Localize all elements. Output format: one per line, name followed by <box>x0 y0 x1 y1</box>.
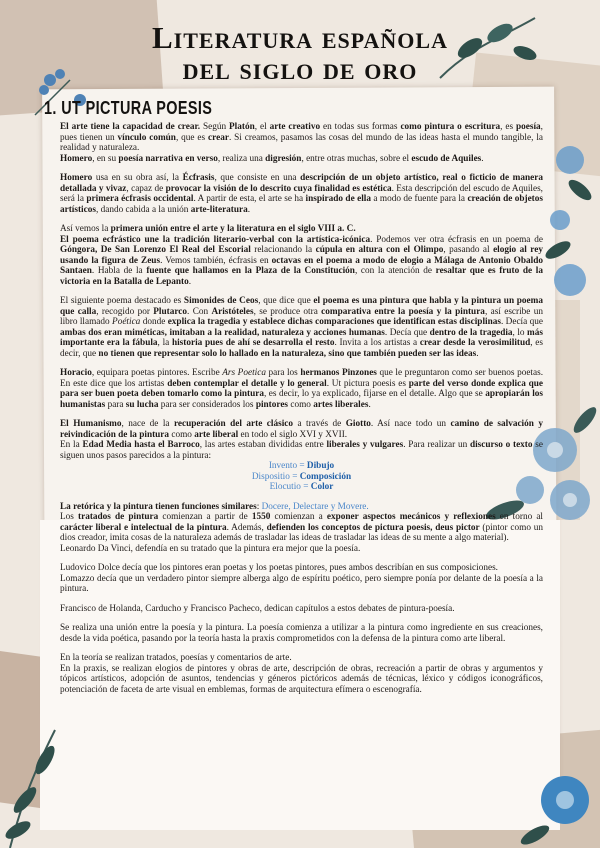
text-bold: Aristóteles <box>211 306 254 317</box>
text: en torno al <box>495 512 543 522</box>
text: , con la atención de <box>354 266 436 276</box>
text: en todo el siglo XVI y XVII. <box>238 429 348 440</box>
text: . Decía que <box>500 317 543 327</box>
text-bold: más importante era la fábula <box>60 327 543 348</box>
step-dispositio <box>60 472 543 483</box>
leaf-icon <box>0 720 70 848</box>
text-bold: Simonides de Ceos <box>183 296 259 306</box>
section-heading: 1. UT PICTURA POESIS <box>44 98 213 118</box>
text-bold: inspirado de ella <box>305 194 371 204</box>
text: , pasando al <box>443 245 494 255</box>
text: : <box>256 501 262 512</box>
text: . Podemos ver otra écfrasis en un poema de <box>370 234 543 245</box>
text: como <box>288 399 314 410</box>
step-invento <box>60 461 543 472</box>
paragraph: Leonardo Da Vinci, defendía en su tratado que la pintura era mejor que la poesía. <box>60 543 361 554</box>
text: . Vemos también, écfrasis en <box>160 255 272 266</box>
text: que le preguntaron como ser buenos poetas. En este dice que los artistas <box>60 368 544 389</box>
text: , entre otras muchas, sobre el <box>301 153 412 164</box>
text-bold: El arte tiene la capacidad de crear. <box>60 122 201 132</box>
text-bold: arte creativo <box>269 122 321 132</box>
text: se siguen unos pasos parecidos a la pintura: <box>60 440 543 461</box>
text: relacionando la <box>250 245 316 255</box>
text-bold: recuperación del arte clásico <box>173 419 293 429</box>
text: , dando cabida a la unión <box>95 204 191 215</box>
text: Elocutio = <box>269 482 311 492</box>
text-bold: vínculo común <box>117 132 176 143</box>
text: Así vemos la <box>60 224 111 234</box>
article-body <box>60 122 543 704</box>
title-line-2: del siglo de oro <box>182 51 418 86</box>
text: comienzan a partir de <box>158 512 252 522</box>
paragraph: Lomazzo decía que un verdadero pintor siempre alberga algo de espíritu poético, pero siempre ponía por delante de la poesía a la pintura. <box>60 573 543 594</box>
text: , es <box>500 122 516 132</box>
text: . Con <box>187 306 212 317</box>
text-bold: parte del verso donde explica que para ser buen poeta deben tomarlo como la pintura <box>60 378 544 399</box>
title-line-1: Literatura española <box>152 20 448 55</box>
text: para ser considerados los <box>158 399 256 410</box>
text: , que dice que <box>258 296 314 306</box>
text-bold: apropiarán los humanistas <box>60 389 543 410</box>
text-bold: primera écfrasis occidental <box>86 194 194 204</box>
text: , en su <box>92 153 119 164</box>
text-bold: Composición <box>299 471 352 482</box>
text: , equipara poetas pintores. Escribe <box>91 368 223 378</box>
text: Los <box>60 512 79 522</box>
text-highlight: Docere, Delectare y Movere. <box>261 501 369 512</box>
text-bold: Plutarco <box>153 306 188 317</box>
text-bold: Góngora, De San Lorenzo El Real del Escorial <box>60 245 251 255</box>
paragraph <box>60 224 543 287</box>
text-bold: La retórica y la pintura tienen funciones similares <box>60 501 257 512</box>
text: usa en su obra así, la <box>92 173 183 183</box>
paragraph <box>60 122 543 154</box>
text-bold: comparativa entre la poesía y la pintura <box>321 306 485 317</box>
text-bold: digresión <box>265 153 302 164</box>
text: , es decir, lo ya explicado, fijarse en el detalle. Algo que se <box>264 389 486 399</box>
text-bold: exponer aspectos mecánicos y reflexiones <box>326 512 496 522</box>
text: , nace de la <box>121 419 174 429</box>
text: a través de <box>293 419 346 429</box>
text: , así escribe un libro llamado <box>60 306 543 327</box>
text-bold: arte liberal <box>194 429 239 440</box>
text-bold: pintores <box>255 399 289 410</box>
text: . <box>481 153 484 164</box>
text: , recogido por <box>96 306 154 317</box>
text: , capaz de <box>126 183 166 194</box>
rhetoric-steps <box>60 461 543 493</box>
text: comienzan a <box>270 512 327 522</box>
text-bold: cúpula en altura con el Olimpo <box>315 245 444 255</box>
text: a modo de fuente para la <box>370 194 468 204</box>
text: . Habla de la <box>91 266 147 276</box>
text-bold: dentro de la tragedia <box>429 327 513 338</box>
text-bold: liberales y vulgares <box>326 440 404 450</box>
text-bold: camino de salvación y reivindicación de la pintura <box>60 419 543 440</box>
text-bold: escudo de Aquiles <box>411 153 482 164</box>
paragraph: Se realiza una unión entre la poesía y la pintura. La poesía comienza a utilizar a la pintura como ingrediente en sus creaciones, desde la vida poética, pasando por la teoría hasta la praxis comprometidos con la defensa de la pintura como arte liberal. <box>60 623 543 644</box>
text-bold: Homero <box>60 153 93 164</box>
text-bold: El Humanismo <box>60 419 122 429</box>
text: , que consiste en una <box>214 173 301 183</box>
text-bold: crear <box>208 132 229 143</box>
text: . A partir de esta, el arte se ha <box>193 194 306 204</box>
paragraph <box>60 368 543 410</box>
text: . Esta descripción del escudo de Aquiles, será la <box>60 183 543 204</box>
text: , lo <box>512 327 528 338</box>
text-bold: explica la tragedia y establece dichas comparaciones que identifican estas disciplinas <box>167 317 501 327</box>
text: . Además, <box>226 522 267 533</box>
text-italic: Poética <box>112 317 141 327</box>
text: en todas sus formas <box>320 122 401 132</box>
text: , la <box>157 338 172 348</box>
text-bold: hermanos Pinzones <box>300 368 377 378</box>
text-bold: elogio al rey usando la figura de Zeus <box>60 245 543 266</box>
text-bold: el poema es una pintura que habla y la pintura un poema que calla <box>60 296 543 317</box>
text: Dispositio = <box>251 471 300 482</box>
text-bold: Homero <box>60 173 93 183</box>
text-bold: crear desde la verosimilitud <box>419 338 531 348</box>
text-bold: tratados de pintura <box>78 512 159 522</box>
text: , el <box>254 122 270 132</box>
text-bold: como pintura o escritura <box>400 122 501 132</box>
text: . <box>247 204 251 215</box>
text-bold: descripción de un objeto artístico, real o ficticio de manera detallada y vivaz <box>60 173 543 194</box>
text: . <box>368 399 371 410</box>
text-bold: primera unión entre el arte y la literatura en el siglo VIII a. C. <box>110 224 356 234</box>
text: . Así nace todo un <box>370 419 451 429</box>
flower-icon <box>520 760 600 848</box>
text: , es decir, que <box>60 338 543 359</box>
text: . Invita a los artistas a <box>334 338 420 348</box>
text-bold: su lucha <box>125 399 159 410</box>
text-bold: 1550 <box>251 512 271 522</box>
text: , se produce otra <box>253 306 322 317</box>
text: . Si creamos, pasamos las cosas del mundo de las ideas hasta el mundo tangible, la realidad y naturaleza. <box>60 132 544 153</box>
paragraph <box>60 296 543 359</box>
text: para los <box>265 368 301 378</box>
text-bold: octavas en el poema a modo de elogio a Málaga de Antonio Obaldo Santaen <box>60 255 543 276</box>
text-bold: discurso o texto <box>469 440 533 450</box>
text-bold: ambas dos eran miméticas, imitaban a la realidad, naturaleza y acciones humanas <box>60 327 385 338</box>
text: (pintor como un dios creador, imita cosas de la naturaleza además de trasladar las ideas de trasladar las ideas de su mente a algo material). <box>60 522 543 543</box>
text-bold: Horacio <box>60 368 92 378</box>
text: , las artes estaban divididas entre <box>199 440 327 450</box>
paragraph: Ludovico Dolce decía que los pintores eran poetas y los poetas pintores, pues ambos describían en sus composiciones. <box>60 563 498 573</box>
paragraph <box>60 419 543 461</box>
text-bold: El poema ecfrástico une la tradición literario-verbal con la artística-icónica <box>60 234 371 245</box>
step-elocutio <box>60 482 543 493</box>
text: En la <box>60 440 83 450</box>
text-bold: Edad Media hasta el Barroco <box>82 440 200 450</box>
text-bold: Écfrasis <box>182 173 215 183</box>
text: . Ut pictura poesis es <box>326 378 409 389</box>
text: para <box>105 399 126 410</box>
text: . <box>476 348 479 359</box>
text-bold: resaltar que es fruto de la victoria en la Batalla de Lepanto <box>60 266 543 287</box>
text: , que es <box>175 132 209 143</box>
text: . Decía que <box>384 327 430 338</box>
paragraph <box>60 154 543 165</box>
text: , pues tienen un <box>60 122 543 143</box>
text: , realiza una <box>217 153 266 164</box>
text-bold: historia pues de ahí se desarrolla el resto <box>171 338 335 348</box>
text-bold: provocar la visión de lo descrito cuya finalidad es estética <box>165 183 392 194</box>
text: El siguiente poema destacado es <box>60 296 184 306</box>
text-bold: deben contemplar el detalle y lo general <box>167 378 327 389</box>
paragraph: Francisco de Holanda, Carducho y Francisco Pacheco, dedican capítulos a estos debates de pintura-poesía. <box>60 603 455 614</box>
text-bold: Dibujo <box>306 461 335 471</box>
text-bold: Platón <box>229 122 255 132</box>
text: . <box>188 276 192 287</box>
flower-icon <box>540 130 600 330</box>
paragraph <box>60 502 543 544</box>
text: . Para realizar un <box>403 440 470 450</box>
text-bold: no tienen que representar solo lo hallado en la naturaleza, sino que también pueden ser las ideas <box>98 348 477 359</box>
paragraph: En la teoría se realizan tratados, poesías y comentarios de arte. <box>60 653 292 663</box>
text: Invento = <box>268 461 307 471</box>
text-bold: arte-literatura <box>190 204 248 215</box>
paragraph: En la praxis, se realizan elogios de pintores y obras de arte, descripción de obras, recreación a partir de obras y argumentos y tópicos artísticos, adopción de asuntos, tendencias y géneros pictóricos además de técnicas, léxico y códigos iconográficos, potenciación de faceta de arte visual en emblemas, formas de arquitectura efímera o escenografía. <box>60 663 543 695</box>
text-bold: Giotto <box>345 419 371 429</box>
text: como <box>169 429 195 440</box>
text-italic: Ars Poetica <box>222 368 266 378</box>
text: Según <box>200 122 230 132</box>
text-bold: artes liberales <box>313 399 369 410</box>
text: donde <box>140 317 168 327</box>
text-bold: carácter liberal e intelectual de la pintura <box>60 522 227 533</box>
text-bold: defienden los conceptos de pictura poesis, deus pictor <box>266 522 480 533</box>
text-bold: fuente que hallamos en la Plaza de la Constitución <box>146 266 355 276</box>
paragraph <box>60 173 543 215</box>
page-title <box>0 22 600 84</box>
text-bold: poesía narrativa en verso <box>118 153 218 164</box>
text-bold: poesía <box>516 122 541 132</box>
text-bold: creación de objetos artísticos <box>60 194 543 215</box>
text-bold: Color <box>310 482 334 492</box>
